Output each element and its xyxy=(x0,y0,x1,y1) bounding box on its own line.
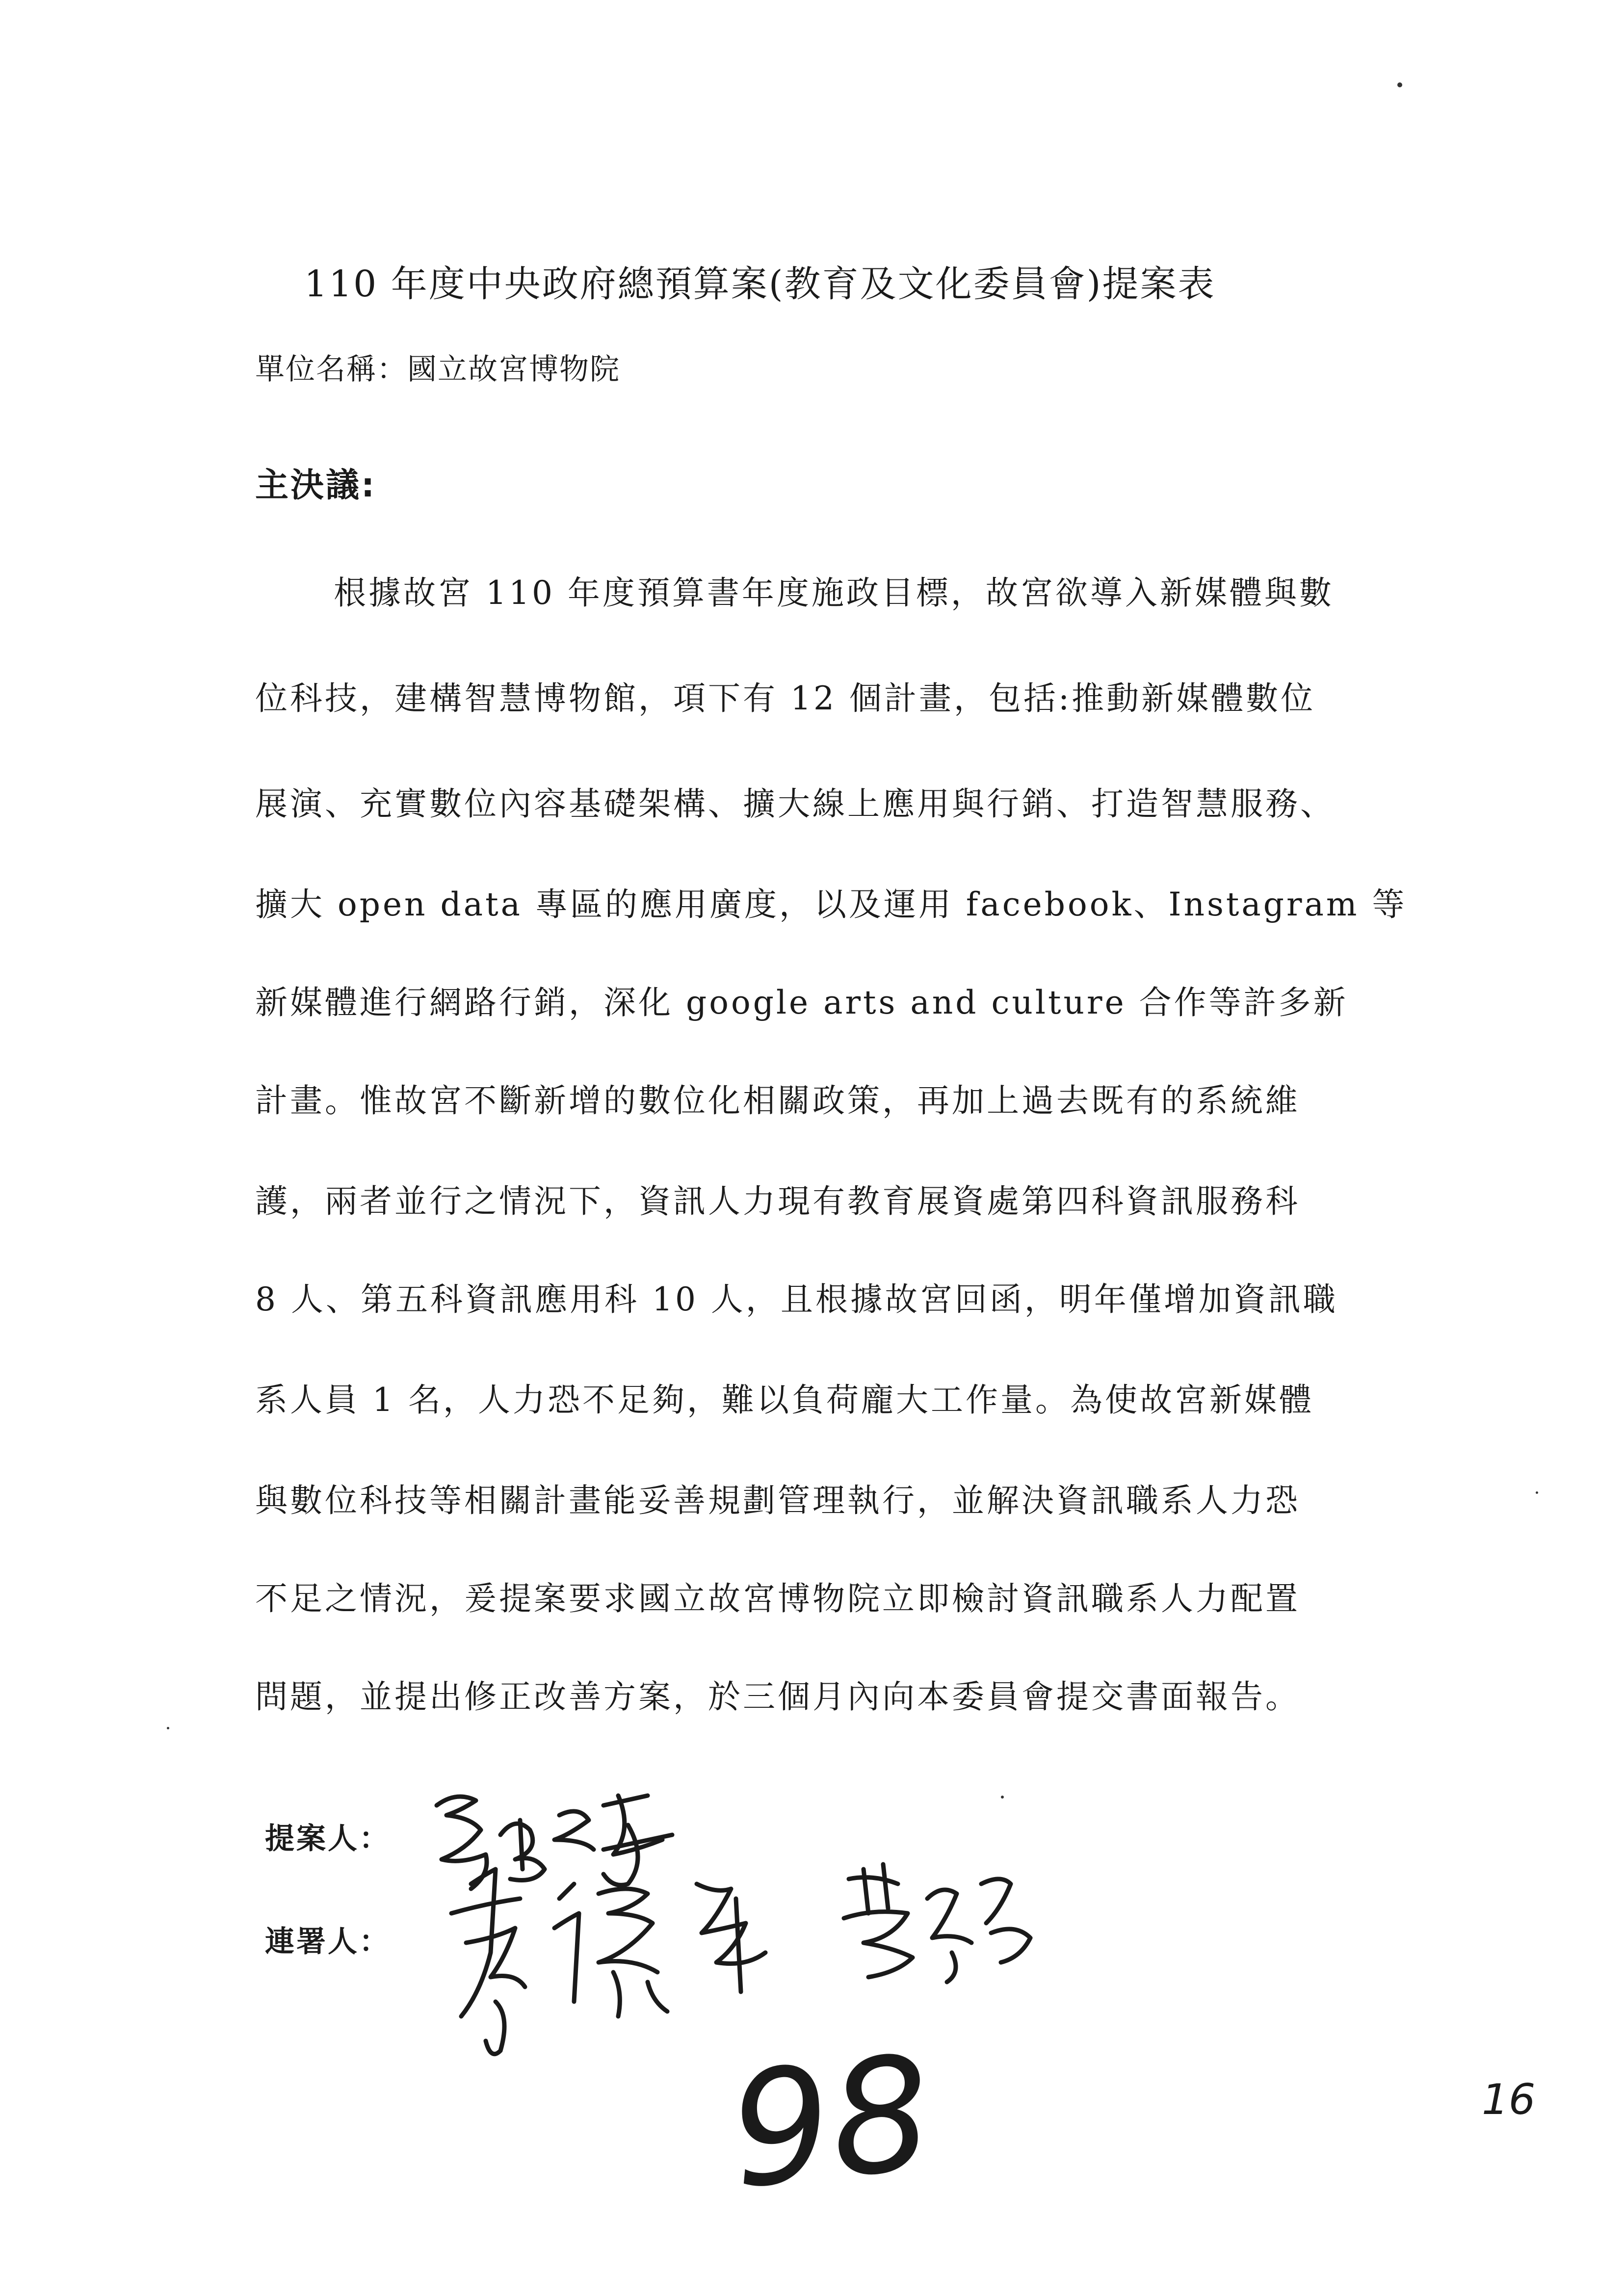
proposer-label: 提案人： xyxy=(265,1822,391,1856)
body-line: 新媒體進行網路行銷，深化 google arts and culture 合作等許多新 xyxy=(255,984,1348,1021)
body-line: 問題，並提出修正改善方案，於三個月內向本委員會提交書面報告。 xyxy=(255,1678,1300,1716)
scan-speck xyxy=(1001,1796,1004,1799)
unit-line xyxy=(255,346,620,388)
page-number-text: 16 xyxy=(1482,2075,1536,2124)
body-line: 8 人、第五科資訊應用科 10 人，且根據故宮回函，明年僅增加資訊職 xyxy=(255,1280,1338,1318)
document-title: 110 年度中央政府總預算案(教育及文化委員會)提案表 xyxy=(304,263,1216,305)
resolution-heading: 主決議: xyxy=(255,466,377,505)
body-line: 根據故宮 110 年度預算書年度施政目標，故宮欲導入新媒體與數 xyxy=(334,574,1334,612)
body-line: 與數位科技等相關計畫能妥善規劃管理執行，並解決資訊職系人力恐 xyxy=(255,1482,1300,1519)
handwritten-number-text: 98 xyxy=(722,2021,940,2224)
body-line: 計畫。惟故宮不斷新增的數位化相關政策，再加上過去既有的系統維 xyxy=(255,1082,1300,1120)
body-line: 不足之情況，爰提案要求國立故宮博物院立即檢討資訊職系人力配置 xyxy=(255,1580,1300,1618)
unit-label: 單位名稱： xyxy=(255,352,407,387)
scan-speck xyxy=(1397,82,1402,87)
body-line: 擴大 open data 專區的應用廣度，以及運用 facebook、Instagram 等 xyxy=(255,886,1407,923)
page-number xyxy=(1482,2075,1535,2124)
scan-speck xyxy=(167,1727,169,1729)
body-line: 系人員 1 名，人力恐不足夠，難以負荷龐大工作量。為使故宮新媒體 xyxy=(255,1381,1314,1419)
body-line: 位科技，建構智慧博物館，項下有 12 個計畫，包括:推動新媒體數位 xyxy=(255,679,1316,717)
handwritten-number xyxy=(722,2021,940,2224)
body-line: 展演、充實數位內容基礎架構、擴大線上應用與行銷、打造智慧服務、 xyxy=(255,785,1335,823)
body-line: 護，兩者並行之情況下，資訊人力現有教育展資處第四科資訊服務科 xyxy=(255,1182,1300,1220)
unit-name: 國立故宮博物院 xyxy=(407,352,620,387)
cosigner-label: 連署人： xyxy=(265,1925,391,1959)
scan-speck xyxy=(1536,1491,1538,1494)
